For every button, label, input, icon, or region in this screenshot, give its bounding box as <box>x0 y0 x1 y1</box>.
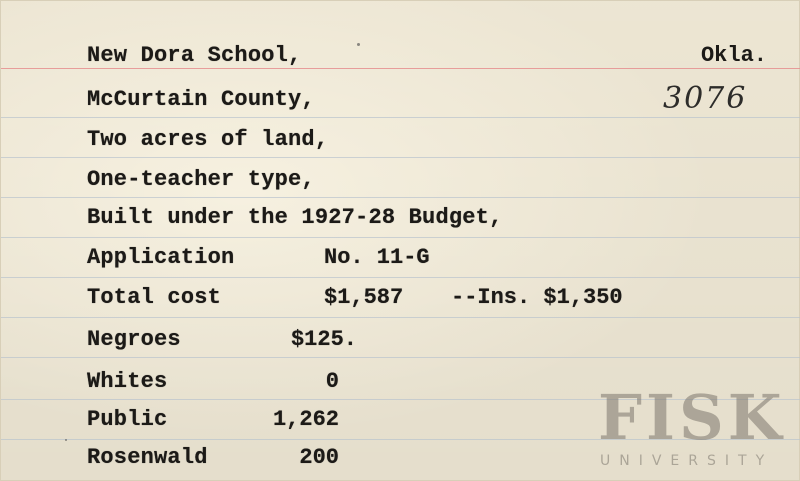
catalog-number: 3076 <box>663 81 748 116</box>
county-line: McCurtain County, <box>87 87 315 112</box>
funding-value-whites: 0 <box>325 369 339 394</box>
total-cost-label: Total cost <box>87 285 222 310</box>
funding-label-public: Public <box>87 407 168 432</box>
school-name: New Dora School, <box>87 43 302 68</box>
ruled-line <box>1 157 800 158</box>
type-line: One-teacher type, <box>87 167 315 192</box>
funding-label-whites: Whites <box>87 369 168 394</box>
budget-line: Built under the 1927-28 Budget, <box>87 205 503 230</box>
ink-speck <box>357 43 360 46</box>
application-label: Application <box>87 245 235 270</box>
funding-value-rosenwald: 200 <box>299 445 339 470</box>
funding-value-public: 1,262 <box>272 407 339 432</box>
watermark-name: FISK <box>598 381 786 454</box>
insurance-value: --Ins. $1,350 <box>451 285 623 310</box>
land-line: Two acres of land, <box>87 127 329 152</box>
ruled-line <box>1 317 800 318</box>
watermark-subtitle: UNIVERSITY <box>600 453 774 469</box>
application-value: No. 11-G <box>324 245 430 270</box>
header-rule <box>1 68 800 69</box>
funding-label-rosenwald: Rosenwald <box>87 445 208 470</box>
funding-value-negroes: $125. <box>290 327 357 352</box>
fisk-university-watermark <box>598 381 790 475</box>
ruled-line <box>1 117 800 118</box>
ruled-line <box>1 237 800 238</box>
funding-label-negroes: Negroes <box>87 327 181 352</box>
ruled-line <box>1 197 800 198</box>
state-label: Okla. <box>700 43 767 68</box>
total-cost-value: $1,587 <box>324 285 404 310</box>
ruled-line <box>1 357 800 358</box>
ruled-line <box>1 277 800 278</box>
ink-speck <box>65 439 67 441</box>
